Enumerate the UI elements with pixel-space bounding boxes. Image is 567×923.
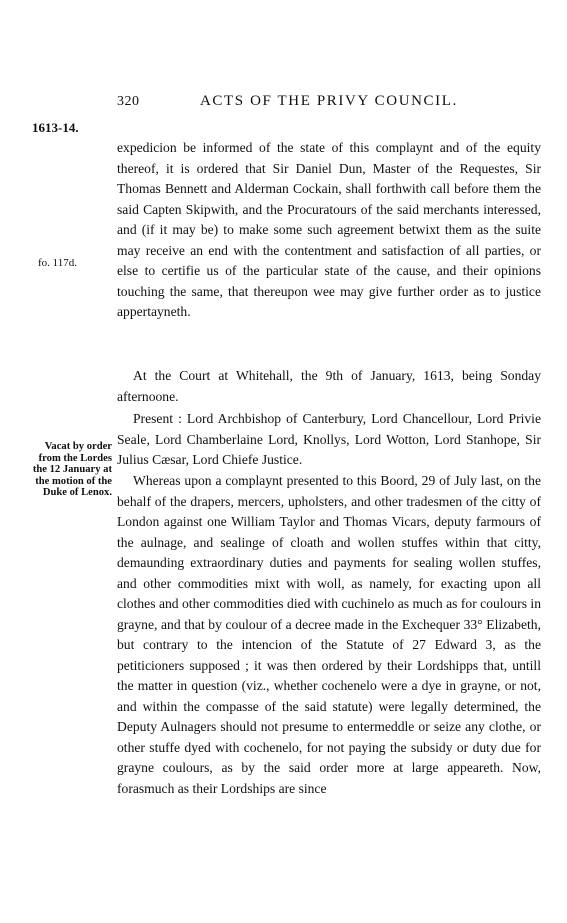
page-number: 320 [117, 94, 140, 109]
margin-folio-note: fo. 117d. [38, 257, 78, 269]
margin-year: 1613-14. [32, 120, 79, 135]
whereas-paragraph [117, 471, 541, 799]
whereas-paragraph-text: Whereas upon a complaynt presented to this Boord, 29 of July last, on the behalf of the drapers, mercers, upholsters, and other tradesmen of the citty of London against one William Taylor and Thomas Vicars, deputy farmours of the aulnage, and sealinge of cloath and wollen stuffes within that citty, demaunding extraordinary duties and payments for sealing wollen stuffes, and other commodities mixt with woll, as namely, for exacting upon all clothes and other commodities died with cuchinelo as much as for coulours in grayne, and that by coulour of a decree made in the Exchequer 33° Elizabeth, but contrary to the intencion of the Statute of 27 Edward 3, as the petiticioners supposed ; it was then ordered by their Lordshipps that, untill the matter in question (viz., whether cochenelo were a dye in grayne, or not, and within the compasse of the said statute) were legally determined, the Deputy Aulnagers should not presume to entermeddle or seize any clothe, or other stuffe dyed with cochenelo, for not paying the subsidy or duty due for grayne coulours, as by the said order more at large appeareth. Now, forasmuch as their Lordships are since [117, 473, 541, 796]
court-heading: At the Court at Whitehall, the 9th of January, 1613, being Sonday afternoone. [117, 368, 541, 404]
continued-paragraph-text: expedicion be informed of the state of this complaynt and of the equity thereof, it is ordered that Sir Daniel Dun, Master of the Requestes, Sir Thomas Bennett and Alderman Cockain, shall forthwith call before them the said Capten Skipwith, and the Procuratours of the said merchants interessed, and (if it may be) to make some such agreement betwixt them as the suite may receive an end with the contentment and satisfaction of all parties, or else to certifie us of the particular state of the cause, and their opinions touching the same, that thereupon wee may give further order as to justice appertayneth. [117, 140, 541, 319]
margin-vacat-note: Vacat by order from the Lordes the 12 January at the motion of the Duke of Lenox. [32, 441, 112, 499]
continued-paragraph [117, 138, 541, 323]
running-title: ACTS OF THE PRIVY COUNCIL. [200, 93, 458, 109]
present-list: Present : Lord Archbishop of Canterbury, Lord Chancellour, Lord Privie Seale, Lord Chamberlaine Lord, Knollys, Lord Wotton, Lord Stanhope, Sir Julius Cæsar, Lord Chiefe Justice. [117, 411, 541, 467]
